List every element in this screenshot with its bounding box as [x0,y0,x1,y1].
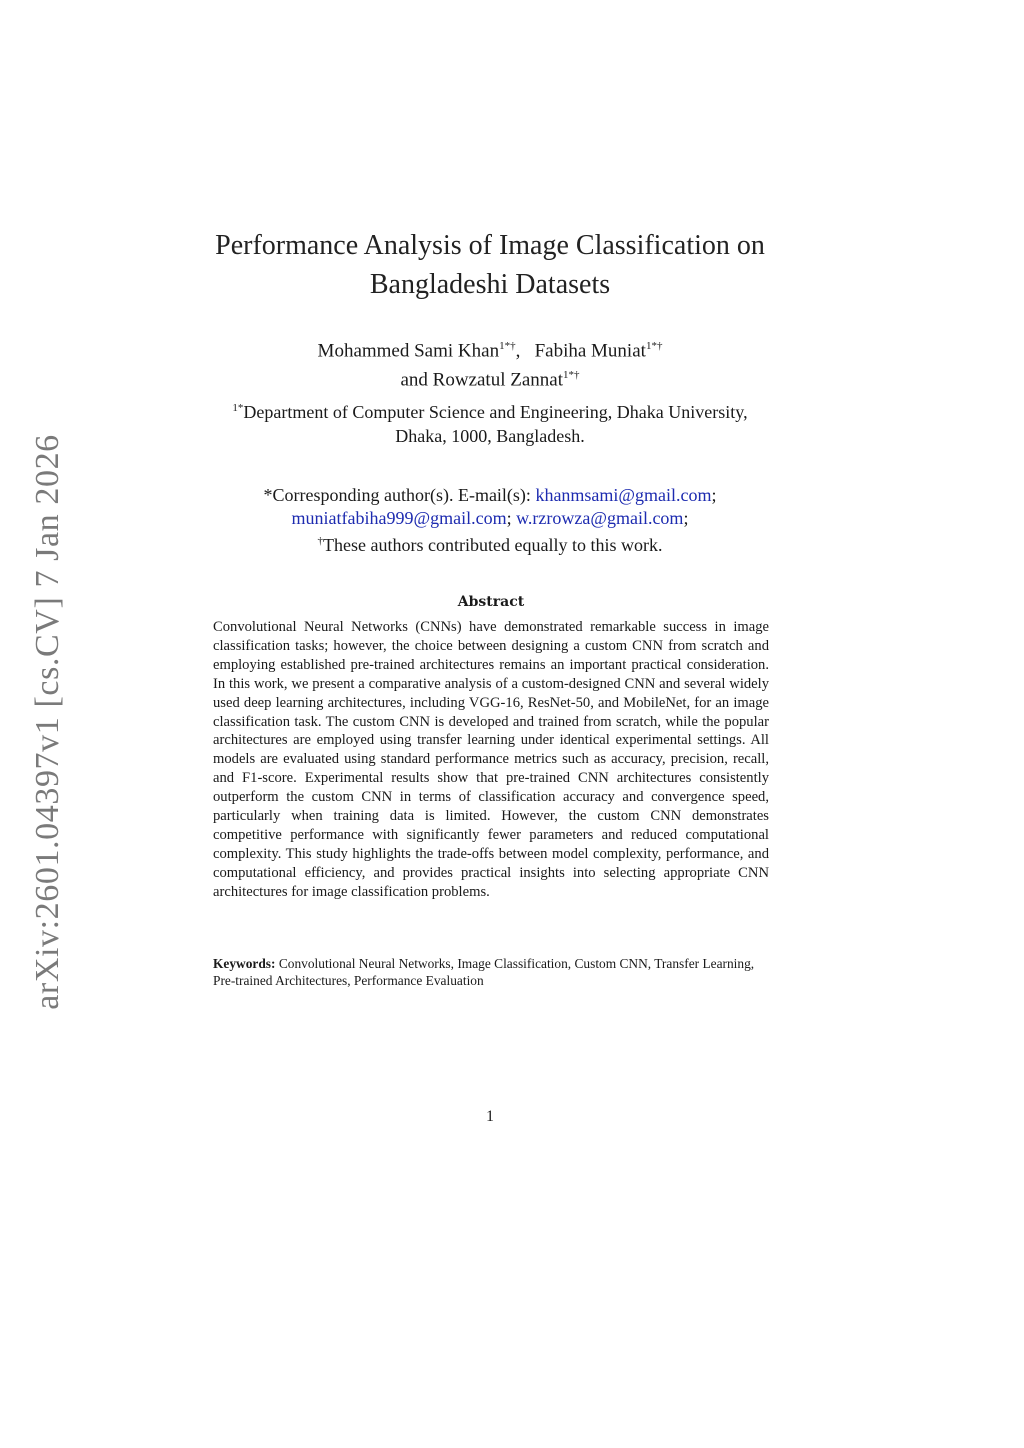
keywords-label: Keywords: [213,956,276,971]
title-line-2: Bangladeshi Datasets [369,269,611,300]
affiliation-department: Department of Computer Science and Engineering, Dhaka University, [243,402,748,422]
equal-contribution-note [160,530,820,557]
author-list [160,334,820,393]
author-mark: 1*† [645,340,663,352]
email-link-khan[interactable]: khanmsami@gmail.com [535,485,712,505]
title-line-1: Performance Analysis of Image Classification on [215,230,765,261]
author-name: Rowzatul Zannat [432,369,563,391]
affiliation-line-1 [160,396,820,424]
correspondence-prefix: *Corresponding author(s). E-mail(s): [263,485,536,505]
author-name: Fabiha Muniat [534,340,646,362]
email-separator: ; [506,508,512,528]
correspondence-line-2 [160,507,820,530]
author-conjunction: and [400,369,433,391]
dagger-mark: † [317,535,324,547]
page-number: 1 [486,1108,494,1125]
author-line-1 [160,334,820,363]
affiliation-line-2: Dhaka, 1000, Bangladesh. [395,426,585,446]
abstract-heading: Abstract [457,594,525,610]
author-mark: 1*† [563,369,580,382]
email-separator: ; [683,508,689,528]
author-line-2 [160,363,820,392]
equal-contribution-text: These authors contributed equally to this work. [323,535,663,555]
arxiv-identifier-stamp: arXiv:2601.04397v1 [cs.CV] 7 Jan 2026 [29,434,66,1010]
correspondence-line-1 [160,484,820,507]
abstract-text: Convolutional Neural Networks (CNNs) have demonstrated remarkable success in image classification tasks; however, the choice between designing a custom CNN from scratch and employing established pre-trained architectures remains an important practical consideration. In this work, we present a comparative analysis of a custom-designed CNN and several widely used deep learning architectures, including VGG-16, ResNet-50, and MobileNet, for an image classification task. The custom CNN is developed and trained from scratch, while the popular architectures are employed using transfer learning under identical experimental settings. All models are evaluated using standard performance metrics such as accuracy, precision, recall, and F1-score. Experimental results show that pre-trained CNN architectures consistently outperform the custom CNN in terms of classification accuracy and convergence speed, particularly when training data is limited. However, the custom CNN demonstrates competitive performance with significantly fewer parameters and reduced computational complexity. This study highlights the trade-offs between model complexity, performance, and computational efficiency, and provides practical insights into selecting appropriate CNN architectures for image classification problems. [213,619,769,900]
paper-title [160,226,820,304]
correspondence-note [160,484,820,557]
email-separator: ; [711,485,717,505]
email-link-zannat[interactable]: w.rzrowza@gmail.com [516,508,684,528]
author-separator: , [515,340,521,362]
email-link-muniat[interactable]: muniatfabiha999@gmail.com [291,508,507,528]
keywords [213,955,769,989]
author-mark: 1*† [499,340,516,352]
affiliation-mark: 1* [232,402,244,414]
keywords-text: Convolutional Neural Networks, Image Classification, Custom CNN, Transfer Learning, Pre-trained Architectures, Performance Evaluation [213,956,755,988]
author-name: Mohammed Sami Khan [317,340,500,362]
affiliation [160,396,820,448]
